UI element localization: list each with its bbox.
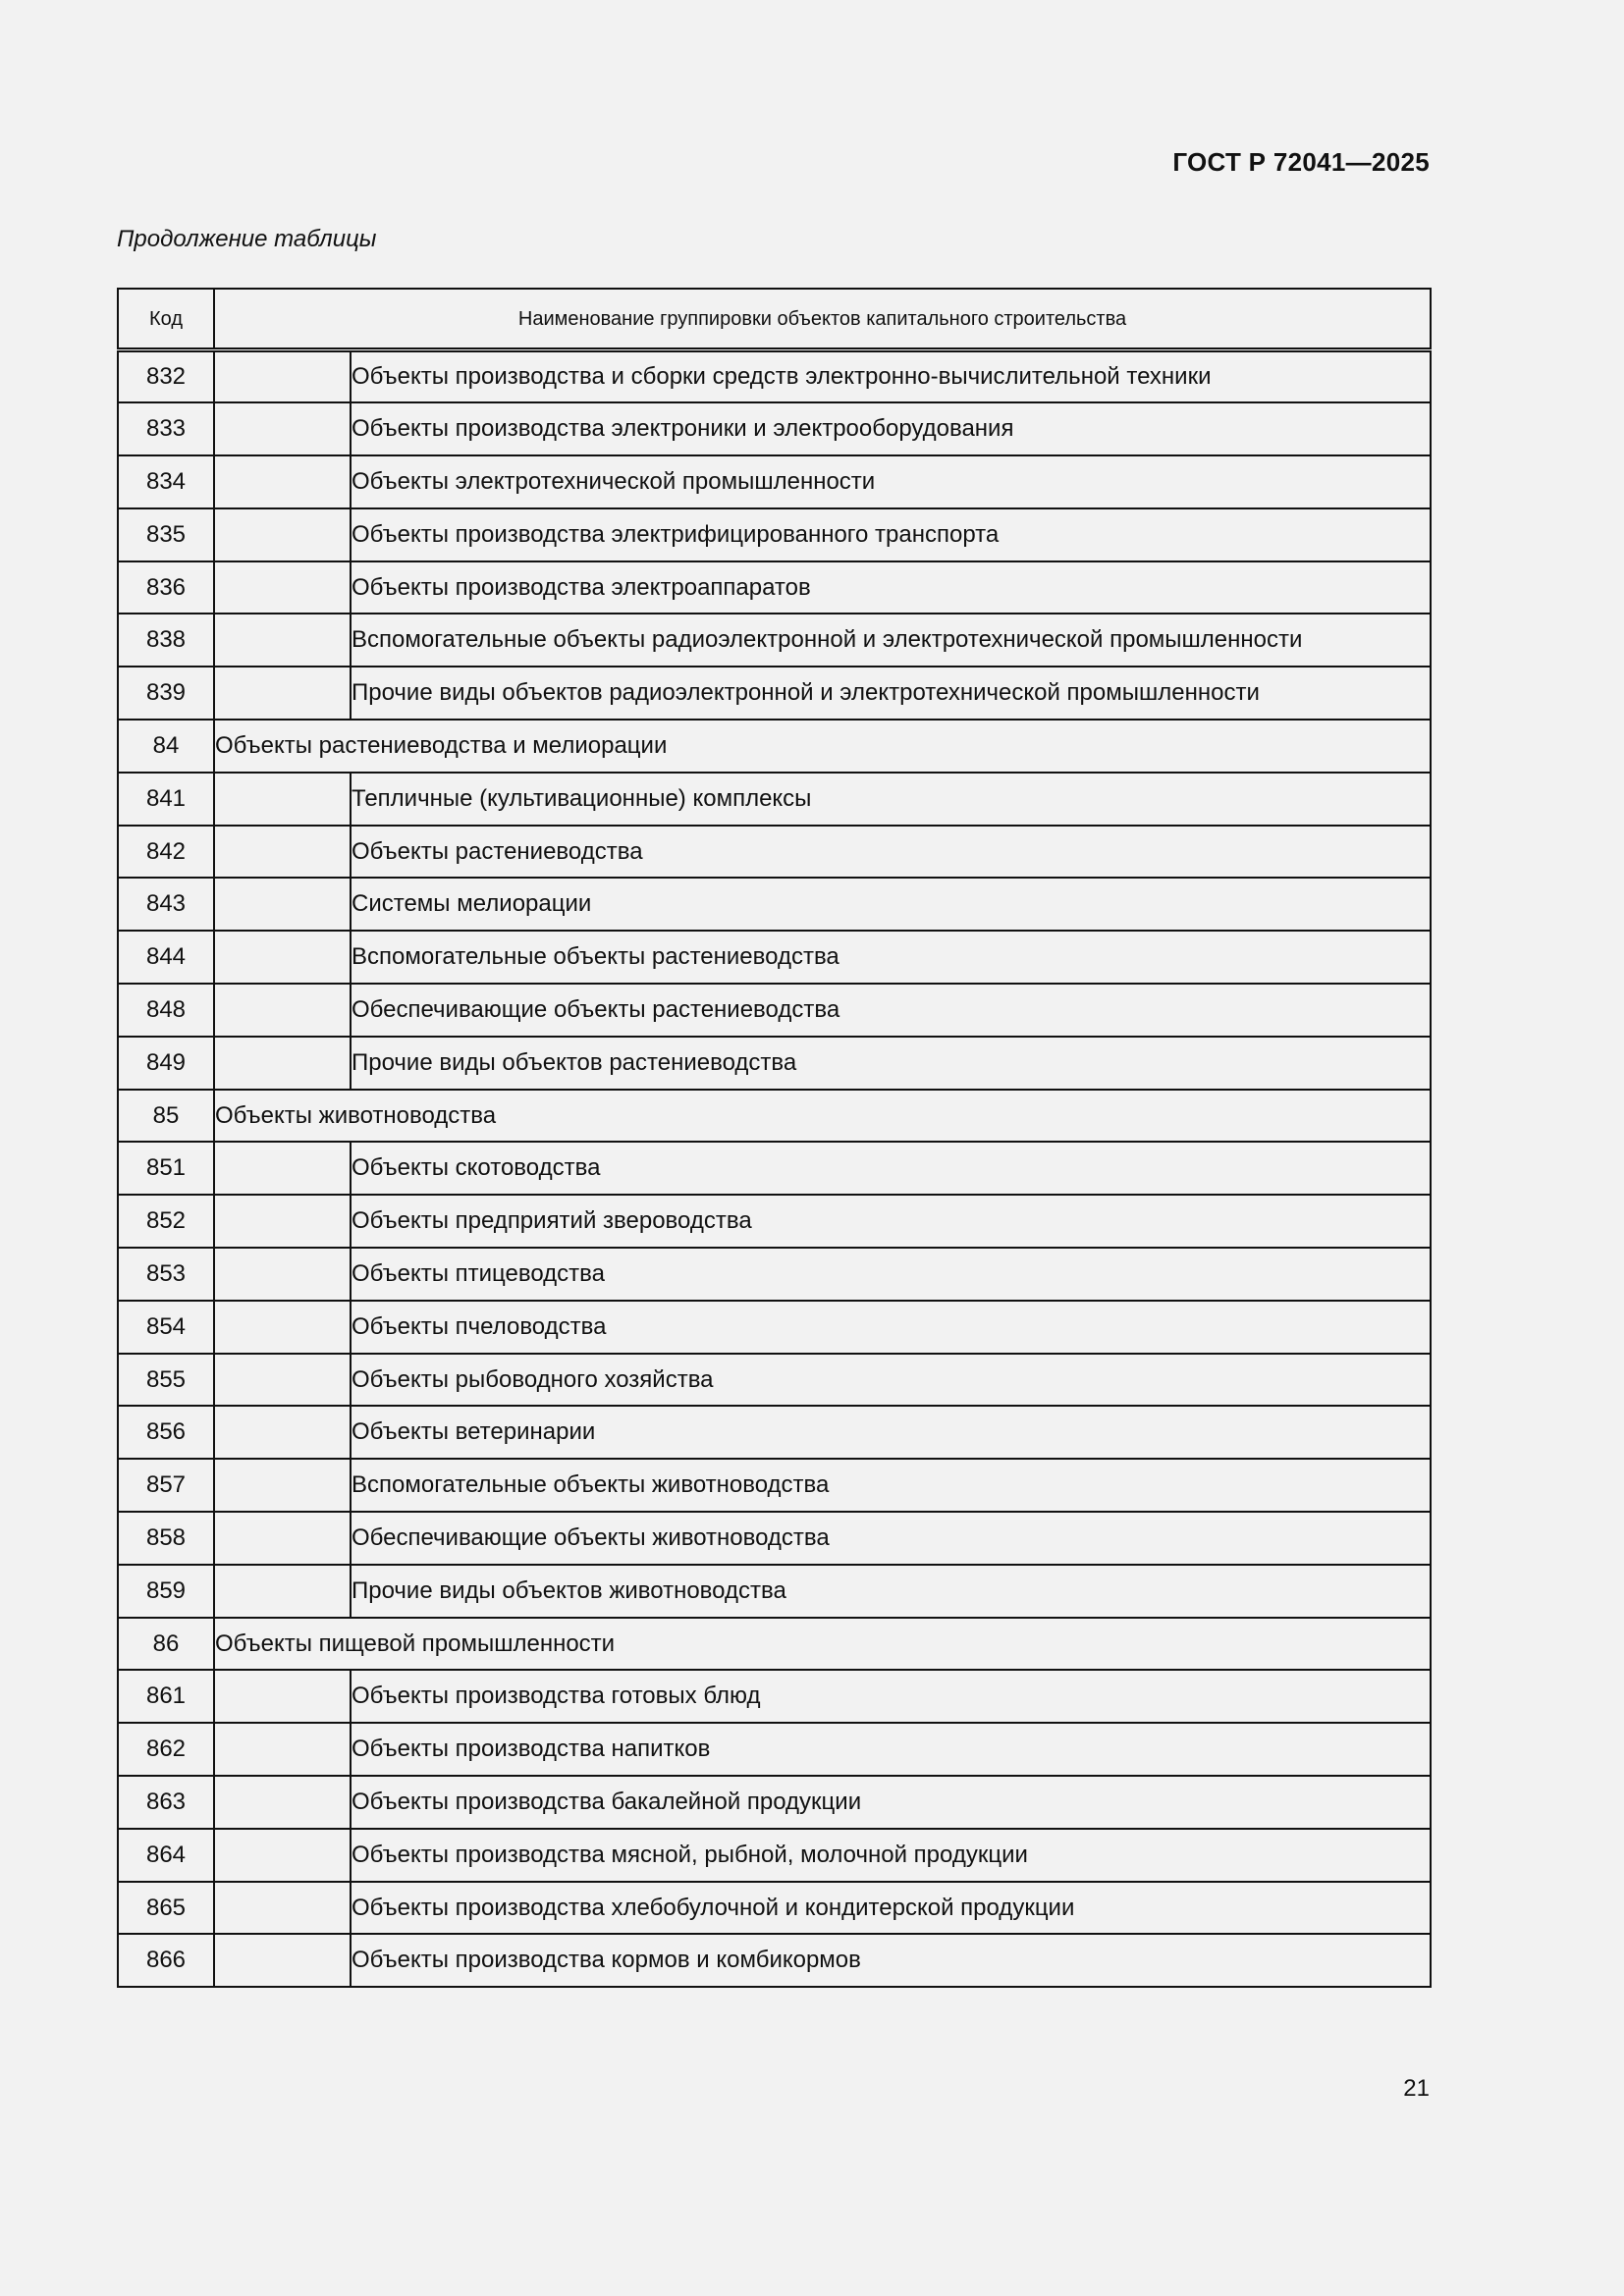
document-id: ГОСТ Р 72041—2025 — [1172, 147, 1430, 177]
name-cell: Прочие виды объектов радиоэлектронной и электротехнической промышленности — [351, 667, 1431, 720]
name-cell: Объекты производства и сборки средств электронно-вычислительной техники — [351, 350, 1431, 403]
code-cell: 856 — [118, 1406, 214, 1459]
name-cell: Объекты производства напитков — [351, 1723, 1431, 1776]
table-row — [118, 1776, 1431, 1829]
table-row — [118, 1934, 1431, 1987]
table-row — [118, 1882, 1431, 1935]
column-header-code: Код — [118, 289, 214, 350]
table-row — [118, 984, 1431, 1037]
code-cell: 852 — [118, 1195, 214, 1248]
table-row — [118, 561, 1431, 614]
table-caption: Продолжение таблицы — [117, 226, 377, 252]
table-row — [118, 878, 1431, 931]
name-cell: Прочие виды объектов растениеводства — [351, 1037, 1431, 1090]
classification-table — [117, 288, 1432, 1988]
table-header-row — [118, 289, 1431, 350]
code-cell: 863 — [118, 1776, 214, 1829]
indent-cell — [214, 1406, 351, 1459]
name-cell: Объекты производства бакалейной продукции — [351, 1776, 1431, 1829]
indent-cell — [214, 402, 351, 455]
code-cell: 841 — [118, 773, 214, 826]
indent-cell — [214, 1565, 351, 1618]
group-row — [118, 1618, 1431, 1671]
table-row — [118, 1354, 1431, 1407]
code-cell: 853 — [118, 1248, 214, 1301]
code-cell: 855 — [118, 1354, 214, 1407]
name-cell: Объекты рыбоводного хозяйства — [351, 1354, 1431, 1407]
indent-cell — [214, 878, 351, 931]
indent-cell — [214, 1934, 351, 1987]
name-cell: Вспомогательные объекты животноводства — [351, 1459, 1431, 1512]
code-cell: 832 — [118, 350, 214, 403]
code-cell: 835 — [118, 508, 214, 561]
name-cell: Объекты производства готовых блюд — [351, 1670, 1431, 1723]
indent-cell — [214, 455, 351, 508]
table-row — [118, 1142, 1431, 1195]
name-cell: Объекты ветеринарии — [351, 1406, 1431, 1459]
table-row — [118, 350, 1431, 403]
indent-cell — [214, 1354, 351, 1407]
name-cell: Объекты скотоводства — [351, 1142, 1431, 1195]
code-cell: 844 — [118, 931, 214, 984]
table-row — [118, 1723, 1431, 1776]
indent-cell — [214, 1037, 351, 1090]
name-cell: Обеспечивающие объекты растениеводства — [351, 984, 1431, 1037]
code-cell: 84 — [118, 720, 214, 773]
name-cell: Объекты производства электрифицированного транспорта — [351, 508, 1431, 561]
table-row — [118, 614, 1431, 667]
code-cell: 862 — [118, 1723, 214, 1776]
name-cell: Прочие виды объектов животноводства — [351, 1565, 1431, 1618]
code-cell: 857 — [118, 1459, 214, 1512]
indent-cell — [214, 826, 351, 879]
indent-cell — [214, 773, 351, 826]
name-cell: Объекты производства электроаппаратов — [351, 561, 1431, 614]
code-cell: 848 — [118, 984, 214, 1037]
table-row — [118, 667, 1431, 720]
name-cell: Объекты производства мясной, рыбной, молочной продукции — [351, 1829, 1431, 1882]
code-cell: 854 — [118, 1301, 214, 1354]
name-cell: Системы мелиорации — [351, 878, 1431, 931]
name-cell: Объекты предприятий звероводства — [351, 1195, 1431, 1248]
indent-cell — [214, 1301, 351, 1354]
code-cell: 858 — [118, 1512, 214, 1565]
page-number: 21 — [1403, 2075, 1430, 2102]
code-cell: 865 — [118, 1882, 214, 1935]
name-cell: Обеспечивающие объекты животноводства — [351, 1512, 1431, 1565]
table-row — [118, 1037, 1431, 1090]
indent-cell — [214, 561, 351, 614]
group-name-cell: Объекты животноводства — [214, 1090, 1431, 1143]
code-cell: 834 — [118, 455, 214, 508]
code-cell: 864 — [118, 1829, 214, 1882]
table-row — [118, 931, 1431, 984]
indent-cell — [214, 1195, 351, 1248]
indent-cell — [214, 667, 351, 720]
name-cell: Объекты птицеводства — [351, 1248, 1431, 1301]
table-body — [118, 350, 1431, 1988]
indent-cell — [214, 1512, 351, 1565]
group-row — [118, 1090, 1431, 1143]
name-cell: Объекты пчеловодства — [351, 1301, 1431, 1354]
indent-cell — [214, 1248, 351, 1301]
indent-cell — [214, 508, 351, 561]
indent-cell — [214, 350, 351, 403]
code-cell: 836 — [118, 561, 214, 614]
name-cell: Тепличные (культивационные) комплексы — [351, 773, 1431, 826]
indent-cell — [214, 984, 351, 1037]
name-cell: Объекты производства хлебобулочной и кондитерской продукции — [351, 1882, 1431, 1935]
code-cell: 85 — [118, 1090, 214, 1143]
name-cell: Вспомогательные объекты растениеводства — [351, 931, 1431, 984]
group-name-cell: Объекты растениеводства и мелиорации — [214, 720, 1431, 773]
code-cell: 839 — [118, 667, 214, 720]
code-cell: 866 — [118, 1934, 214, 1987]
table-row — [118, 1248, 1431, 1301]
table-row — [118, 1565, 1431, 1618]
name-cell: Объекты электротехнической промышленности — [351, 455, 1431, 508]
code-cell: 833 — [118, 402, 214, 455]
code-cell: 86 — [118, 1618, 214, 1671]
table-row — [118, 508, 1431, 561]
table-row — [118, 1670, 1431, 1723]
code-cell: 838 — [118, 614, 214, 667]
table-row — [118, 773, 1431, 826]
name-cell: Объекты растениеводства — [351, 826, 1431, 879]
code-cell: 842 — [118, 826, 214, 879]
indent-cell — [214, 1459, 351, 1512]
indent-cell — [214, 1882, 351, 1935]
code-cell: 843 — [118, 878, 214, 931]
table-row — [118, 402, 1431, 455]
table-row — [118, 1512, 1431, 1565]
table-row — [118, 826, 1431, 879]
code-cell: 861 — [118, 1670, 214, 1723]
code-cell: 851 — [118, 1142, 214, 1195]
indent-cell — [214, 1142, 351, 1195]
table-row — [118, 455, 1431, 508]
column-header-name: Наименование группировки объектов капитального строительства — [214, 289, 1431, 350]
group-name-cell: Объекты пищевой промышленности — [214, 1618, 1431, 1671]
indent-cell — [214, 1776, 351, 1829]
indent-cell — [214, 614, 351, 667]
indent-cell — [214, 1723, 351, 1776]
group-row — [118, 720, 1431, 773]
code-cell: 849 — [118, 1037, 214, 1090]
name-cell: Объекты производства электроники и электрооборудования — [351, 402, 1431, 455]
code-cell: 859 — [118, 1565, 214, 1618]
indent-cell — [214, 931, 351, 984]
indent-cell — [214, 1829, 351, 1882]
table-row — [118, 1195, 1431, 1248]
name-cell: Вспомогательные объекты радиоэлектронной и электротехнической промышленности — [351, 614, 1431, 667]
indent-cell — [214, 1670, 351, 1723]
table-row — [118, 1406, 1431, 1459]
table-row — [118, 1301, 1431, 1354]
table-row — [118, 1829, 1431, 1882]
name-cell: Объекты производства кормов и комбикормов — [351, 1934, 1431, 1987]
table-row — [118, 1459, 1431, 1512]
